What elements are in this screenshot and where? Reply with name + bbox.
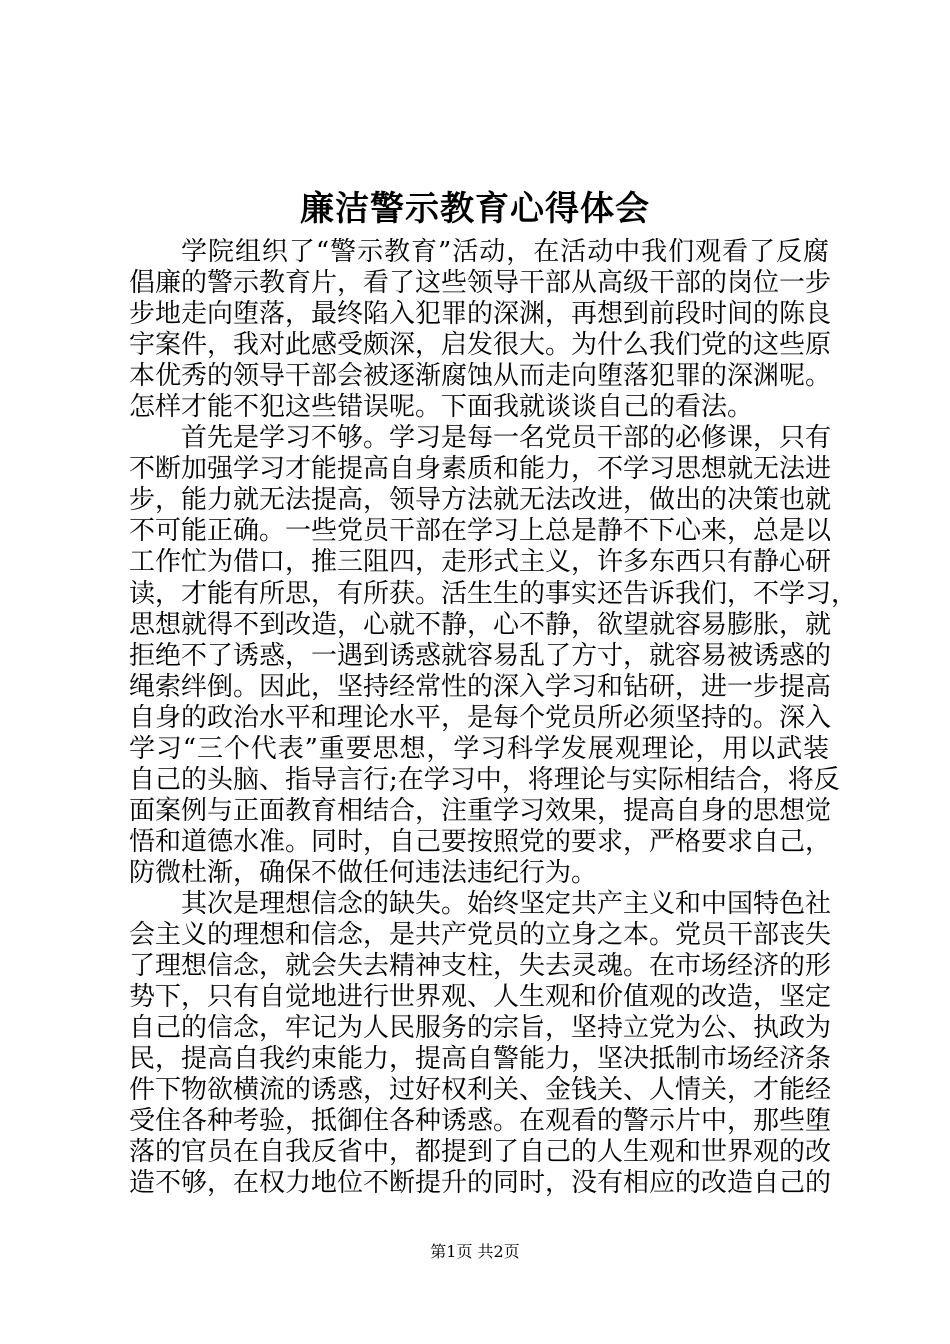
paragraph-line: 读，才能有所思，有所获。活生生的事实还告诉我们，不学习， <box>129 578 858 609</box>
paragraph-line: 不断加强学习才能提高自身素质和能力，不学习思想就无法进 <box>129 454 832 485</box>
paragraph-line: 了理想信念，就会失去精神支柱，失去灵魂。在市场经济的形 <box>129 951 832 982</box>
paragraph-line: 其次是理想信念的缺失。始终坚定共产主义和中国特色社 <box>181 888 832 919</box>
paragraph-line: 怎样才能不犯这些错误呢。下面我就谈谈自己的看法。 <box>129 392 754 423</box>
paragraph-line: 步地走向堕落，最终陷入犯罪的深渊，再想到前段时间的陈良 <box>129 299 832 330</box>
paragraph-line: 面案例与正面教育相结合，注重学习效果，提高自身的思想觉 <box>129 795 832 826</box>
paragraph-line: 步，能力就无法提高，领导方法就无法改进，做出的决策也就 <box>129 485 832 516</box>
paragraph <box>129 237 832 423</box>
paragraph-line: 会主义的理想和信念，是共产党员的立身之本。党员干部丧失 <box>129 920 832 951</box>
paragraph-line: 势下，只有自觉地进行世界观、人生观和价值观的改造，坚定 <box>129 982 832 1013</box>
paragraph-line: 工作忙为借口，推三阻四，走形式主义，许多东西只有静心研 <box>129 547 832 578</box>
paragraph-line: 首先是学习不够。学习是每一名党员干部的必修课，只有 <box>181 423 832 454</box>
page-footer: 第1页 共2页 <box>430 1242 520 1261</box>
paragraph-line: 拒绝不了诱惑，一遇到诱惑就容易乱了方寸，就容易被诱惑的 <box>129 640 832 671</box>
paragraph <box>129 423 858 889</box>
paragraph-line: 思想就得不到改造，心就不静，心不静，欲望就容易膨胀，就 <box>129 609 832 640</box>
paragraph-line: 绳索绊倒。因此，坚持经常性的深入学习和钻研，进一步提高 <box>129 671 832 702</box>
paragraph-line: 自身的政治水平和理论水平，是每个党员所必须坚持的。深入 <box>129 702 832 733</box>
paragraph-line: 件下物欲横流的诱惑，过好权利关、金钱关、人情关，才能经 <box>129 1075 832 1106</box>
paragraph <box>129 888 832 1199</box>
paragraph-line: 造不够，在权力地位不断提升的同时，没有相应的改造自己的 <box>129 1168 832 1199</box>
document-body <box>129 237 858 1199</box>
paragraph-line: 自己的信念，牢记为人民服务的宗旨，坚持立党为公、执政为 <box>129 1013 832 1044</box>
paragraph-line: 宇案件，我对此感受颇深，启发很大。为什么我们党的这些原 <box>129 330 832 361</box>
paragraph-line: 自己的头脑、指导言行;在学习中，将理论与实际相结合，将反 <box>129 764 840 795</box>
paragraph-line: 不可能正确。一些党员干部在学习上总是静不下心来，总是以 <box>129 516 832 547</box>
paragraph-line: 防微杜渐，确保不做任何违法违纪行为。 <box>129 857 598 888</box>
paragraph-line: 受住各种考验，抵御住各种诱惑。在观看的警示片中，那些堕 <box>129 1106 832 1137</box>
paragraph-line: 本优秀的领导干部会被逐渐腐蚀从而走向堕落犯罪的深渊呢。 <box>129 361 832 392</box>
paragraph-line: 学习“三个代表”重要思想，学习科学发展观理论，用以武装 <box>129 733 829 764</box>
paragraph-line: 学院组织了“警示教育”活动，在活动中我们观看了反腐 <box>181 237 829 267</box>
paragraph-line: 民，提高自我约束能力，提高自警能力，坚决抵制市场经济条 <box>129 1044 832 1075</box>
paragraph-line: 悟和道德水准。同时，自己要按照党的要求，严格要求自己， <box>129 826 832 857</box>
paragraph-line: 落的官员在自我反省中，都提到了自己的人生观和世界观的改 <box>129 1137 832 1168</box>
paragraph-line: 倡廉的警示教育片，看了这些领导干部从高级干部的岗位一步 <box>129 268 832 299</box>
document-title: 廉洁警示教育心得体会 <box>300 189 650 229</box>
